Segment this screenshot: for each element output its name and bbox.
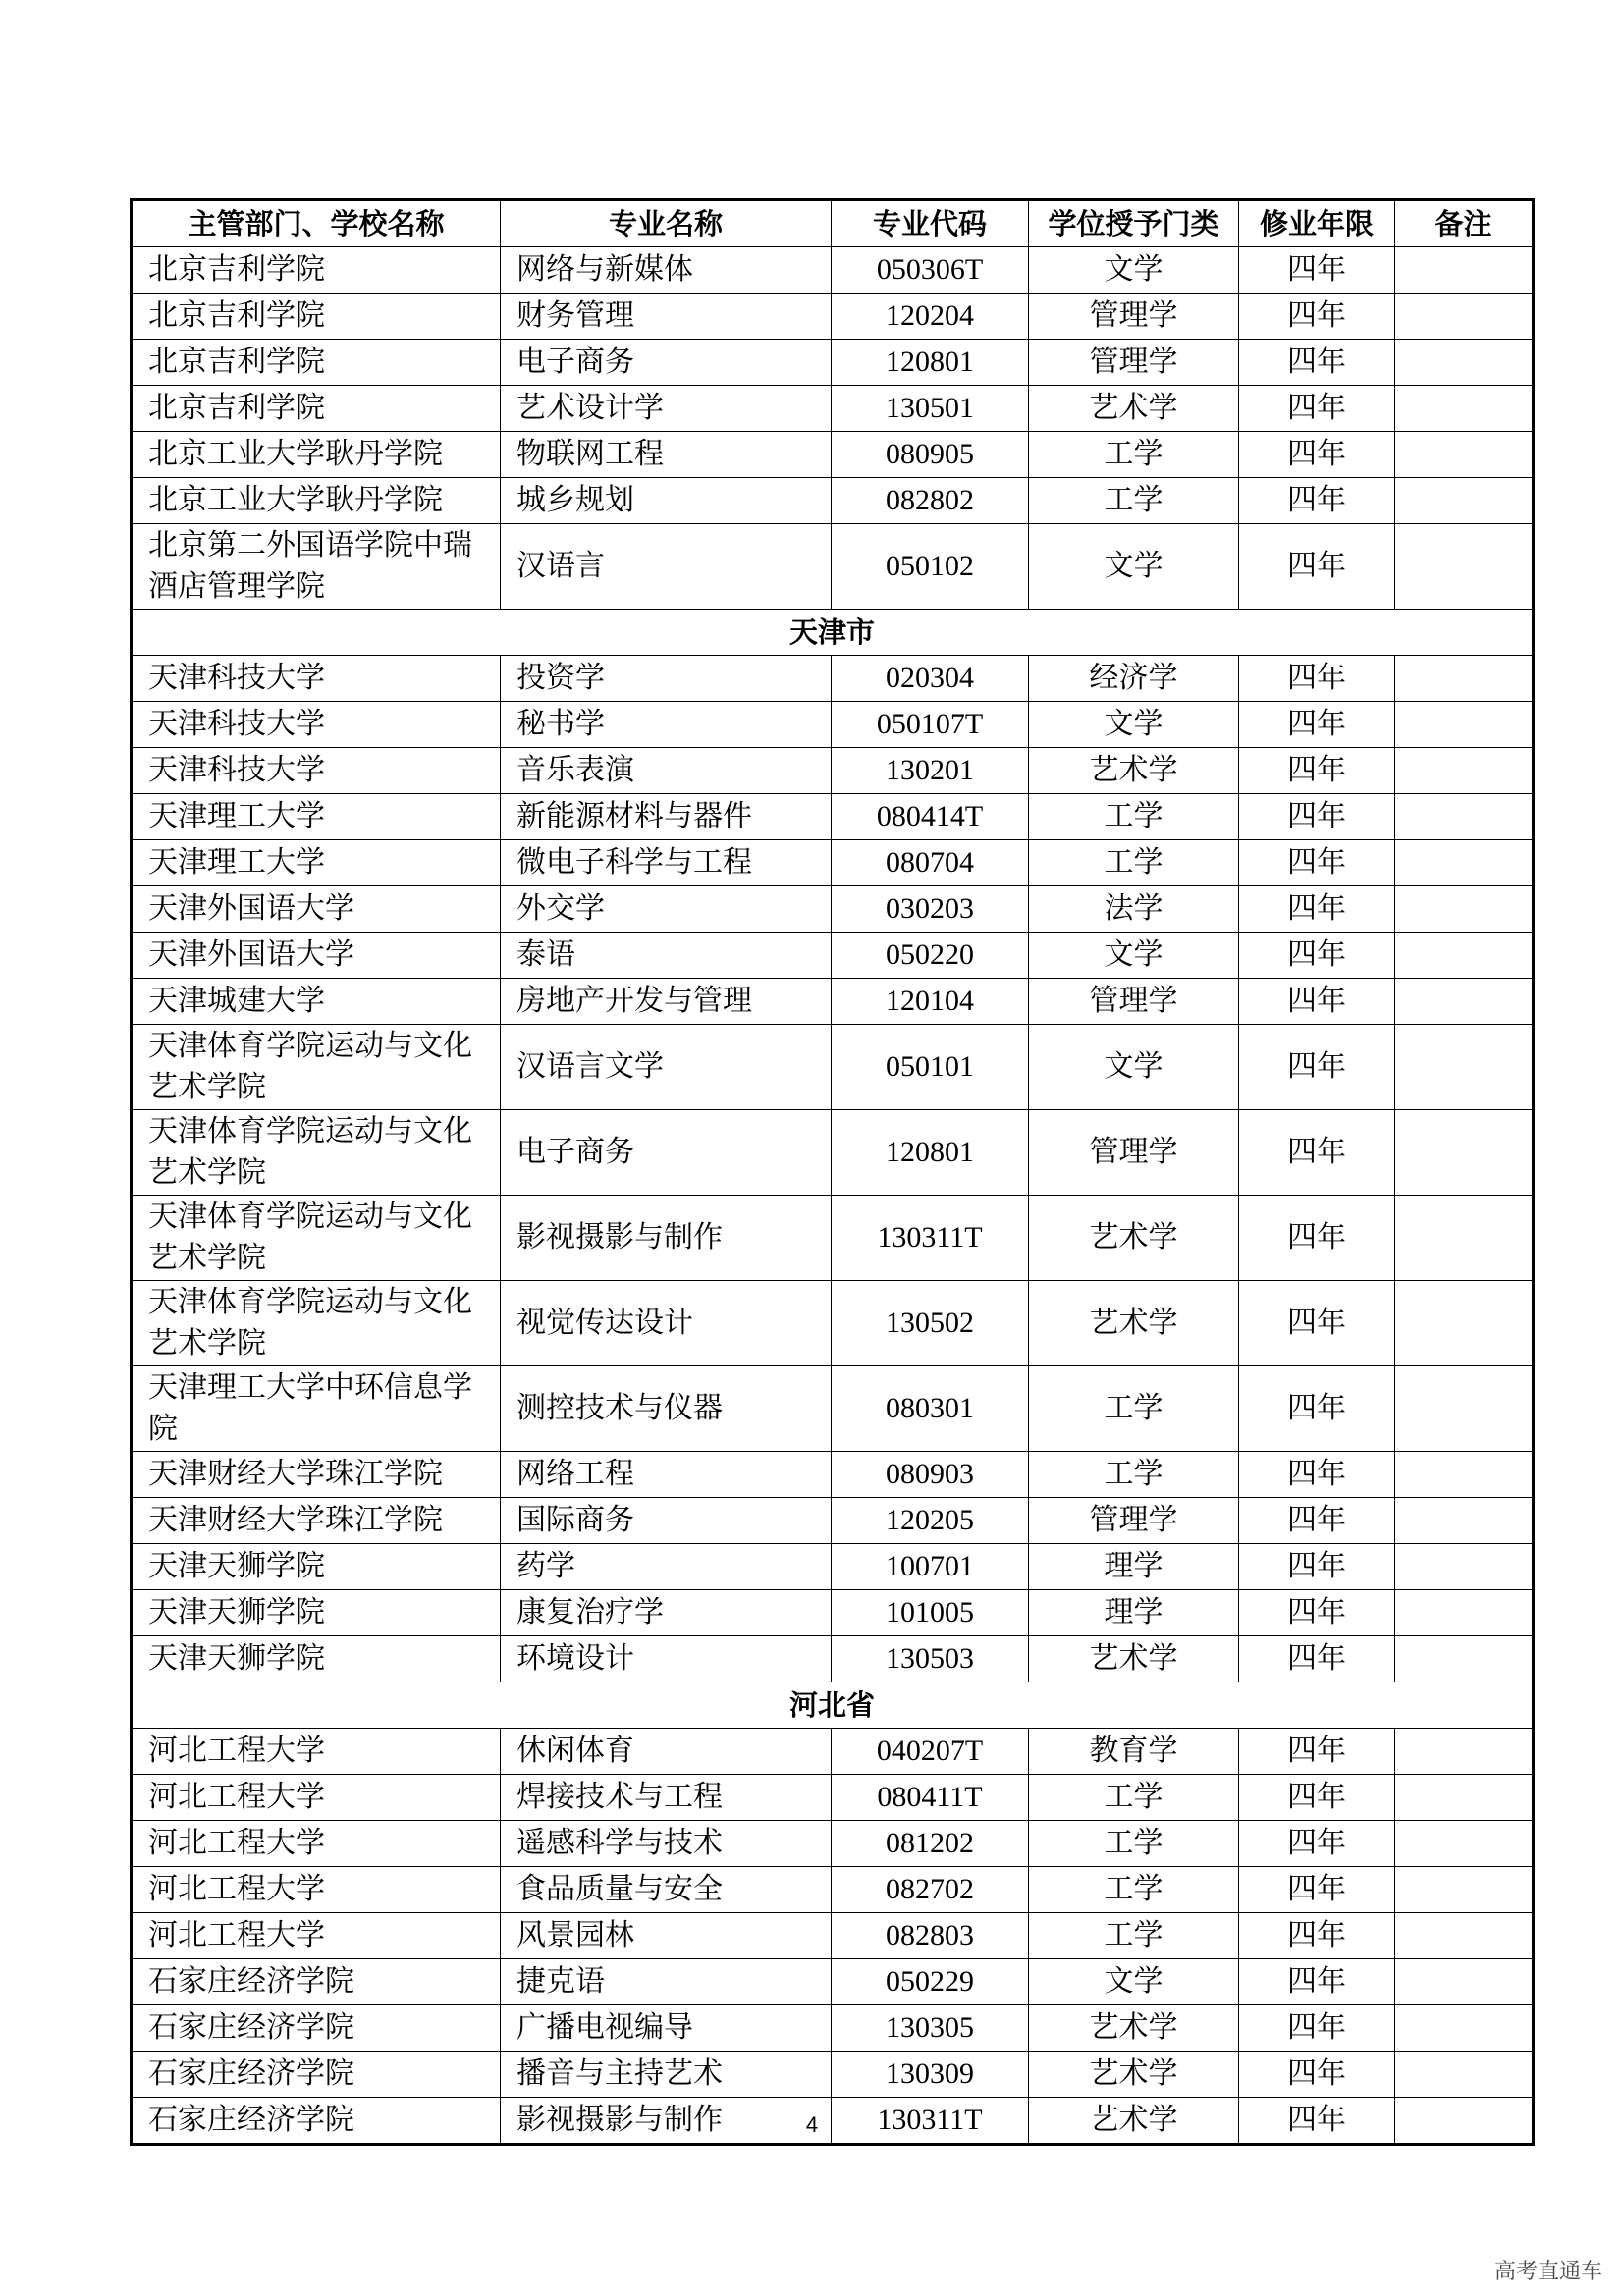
- code-cell: 050220: [832, 933, 1029, 979]
- degree-cell: 文学: [1029, 524, 1239, 610]
- school-cell: 河北工程大学: [132, 1821, 501, 1867]
- degree-cell: 工学: [1029, 1913, 1239, 1959]
- table-row: [132, 1196, 1534, 1281]
- major-cell: 休闲体育: [501, 1729, 832, 1775]
- code-cell: 081202: [832, 1821, 1029, 1867]
- note-cell: [1395, 1452, 1534, 1498]
- years-cell: 四年: [1239, 1729, 1395, 1775]
- table-row: [132, 1867, 1534, 1913]
- years-cell: 四年: [1239, 2052, 1395, 2098]
- years-cell: 四年: [1239, 702, 1395, 748]
- code-cell: 130311T: [832, 1196, 1029, 1281]
- section-row: [132, 1682, 1534, 1729]
- years-cell: 四年: [1239, 1025, 1395, 1110]
- table-row: [132, 1729, 1534, 1775]
- table-row: [132, 1821, 1534, 1867]
- major-cell: 电子商务: [501, 1110, 832, 1196]
- major-cell: 投资学: [501, 656, 832, 702]
- years-cell: 四年: [1239, 1281, 1395, 1366]
- code-cell: 130305: [832, 2005, 1029, 2052]
- code-cell: 080704: [832, 840, 1029, 886]
- years-cell: 四年: [1239, 656, 1395, 702]
- school-cell: 河北工程大学: [132, 1729, 501, 1775]
- code-cell: 030203: [832, 886, 1029, 933]
- table-row: [132, 702, 1534, 748]
- degree-cell: 经济学: [1029, 656, 1239, 702]
- code-cell: 120801: [832, 1110, 1029, 1196]
- school-cell: 北京工业大学耿丹学院: [132, 432, 501, 478]
- degree-cell: 艺术学: [1029, 1636, 1239, 1682]
- major-cell: 测控技术与仪器: [501, 1366, 832, 1452]
- degree-cell: 工学: [1029, 432, 1239, 478]
- school-cell: 天津外国语大学: [132, 933, 501, 979]
- note-cell: [1395, 1821, 1534, 1867]
- school-cell: 天津城建大学: [132, 979, 501, 1025]
- school-cell: 北京工业大学耿丹学院: [132, 478, 501, 524]
- code-cell: 080903: [832, 1452, 1029, 1498]
- page-number: 4: [805, 2112, 819, 2137]
- major-cell: 药学: [501, 1544, 832, 1590]
- code-cell: 050107T: [832, 702, 1029, 748]
- header-note: 备注: [1395, 200, 1534, 247]
- table-row: [132, 478, 1534, 524]
- school-cell: 天津科技大学: [132, 748, 501, 794]
- years-cell: 四年: [1239, 478, 1395, 524]
- code-cell: 100701: [832, 1544, 1029, 1590]
- school-cell: 天津体育学院运动与文化艺术学院: [132, 1196, 501, 1281]
- years-cell: 四年: [1239, 886, 1395, 933]
- note-cell: [1395, 524, 1534, 610]
- code-cell: 080411T: [832, 1775, 1029, 1821]
- note-cell: [1395, 1959, 1534, 2005]
- note-cell: [1395, 1196, 1534, 1281]
- note-cell: [1395, 340, 1534, 386]
- school-cell: 河北工程大学: [132, 1867, 501, 1913]
- table-row: [132, 432, 1534, 478]
- degree-cell: 文学: [1029, 247, 1239, 294]
- years-cell: 四年: [1239, 794, 1395, 840]
- degree-cell: 教育学: [1029, 1729, 1239, 1775]
- header-code: 专业代码: [832, 200, 1029, 247]
- code-cell: 130311T: [832, 2098, 1029, 2145]
- years-cell: 四年: [1239, 247, 1395, 294]
- school-cell: 天津外国语大学: [132, 886, 501, 933]
- degree-cell: 艺术学: [1029, 2005, 1239, 2052]
- code-cell: 050101: [832, 1025, 1029, 1110]
- major-cell: 影视摄影与制作: [501, 2098, 832, 2145]
- school-cell: 石家庄经济学院: [132, 2005, 501, 2052]
- degree-cell: 艺术学: [1029, 748, 1239, 794]
- table-row: [132, 933, 1534, 979]
- table-row: [132, 2052, 1534, 2098]
- code-cell: 082803: [832, 1913, 1029, 1959]
- table-header: [132, 200, 1534, 247]
- major-cell: 焊接技术与工程: [501, 1775, 832, 1821]
- degree-cell: 工学: [1029, 794, 1239, 840]
- table-row: [132, 1544, 1534, 1590]
- table-row: [132, 247, 1534, 294]
- degree-cell: 艺术学: [1029, 1281, 1239, 1366]
- degree-cell: 管理学: [1029, 1498, 1239, 1544]
- major-cell: 泰语: [501, 933, 832, 979]
- years-cell: 四年: [1239, 979, 1395, 1025]
- note-cell: [1395, 2005, 1534, 2052]
- header-years: 修业年限: [1239, 200, 1395, 247]
- years-cell: 四年: [1239, 1636, 1395, 1682]
- code-cell: 120204: [832, 294, 1029, 340]
- note-cell: [1395, 1110, 1534, 1196]
- code-cell: 130309: [832, 2052, 1029, 2098]
- note-cell: [1395, 886, 1534, 933]
- note-cell: [1395, 478, 1534, 524]
- note-cell: [1395, 1366, 1534, 1452]
- table-row: [132, 294, 1534, 340]
- note-cell: [1395, 1729, 1534, 1775]
- table-row: [132, 1913, 1534, 1959]
- degree-cell: 工学: [1029, 1775, 1239, 1821]
- years-cell: 四年: [1239, 1452, 1395, 1498]
- note-cell: [1395, 1498, 1534, 1544]
- degree-cell: 工学: [1029, 1867, 1239, 1913]
- code-cell: 050229: [832, 1959, 1029, 2005]
- table-row: [132, 340, 1534, 386]
- code-cell: 040207T: [832, 1729, 1029, 1775]
- major-cell: 国际商务: [501, 1498, 832, 1544]
- school-cell: 天津体育学院运动与文化艺术学院: [132, 1281, 501, 1366]
- years-cell: 四年: [1239, 748, 1395, 794]
- table-row: [132, 1775, 1534, 1821]
- years-cell: 四年: [1239, 1544, 1395, 1590]
- major-list-table: [130, 198, 1535, 2146]
- table-row: [132, 656, 1534, 702]
- note-cell: [1395, 979, 1534, 1025]
- code-cell: 130501: [832, 386, 1029, 432]
- years-cell: 四年: [1239, 294, 1395, 340]
- code-cell: 130201: [832, 748, 1029, 794]
- note-cell: [1395, 1775, 1534, 1821]
- degree-cell: 工学: [1029, 1366, 1239, 1452]
- major-cell: 播音与主持艺术: [501, 2052, 832, 2098]
- note-cell: [1395, 1913, 1534, 1959]
- table-body: [132, 247, 1534, 2145]
- table-row: [132, 1636, 1534, 1682]
- code-cell: 120801: [832, 340, 1029, 386]
- years-cell: 四年: [1239, 1196, 1395, 1281]
- major-cell: 物联网工程: [501, 432, 832, 478]
- years-cell: 四年: [1239, 933, 1395, 979]
- note-cell: [1395, 1544, 1534, 1590]
- school-cell: 天津天狮学院: [132, 1636, 501, 1682]
- school-cell: 天津财经大学珠江学院: [132, 1452, 501, 1498]
- school-cell: 天津天狮学院: [132, 1590, 501, 1636]
- degree-cell: 文学: [1029, 702, 1239, 748]
- school-cell: 石家庄经济学院: [132, 2098, 501, 2145]
- code-cell: 120104: [832, 979, 1029, 1025]
- school-cell: 天津科技大学: [132, 702, 501, 748]
- years-cell: 四年: [1239, 1366, 1395, 1452]
- major-cell: 艺术设计学: [501, 386, 832, 432]
- note-cell: [1395, 2052, 1534, 2098]
- degree-cell: 艺术学: [1029, 386, 1239, 432]
- years-cell: 四年: [1239, 1775, 1395, 1821]
- note-cell: [1395, 1590, 1534, 1636]
- school-cell: 石家庄经济学院: [132, 1959, 501, 2005]
- major-cell: 网络与新媒体: [501, 247, 832, 294]
- degree-cell: 管理学: [1029, 979, 1239, 1025]
- school-cell: 河北工程大学: [132, 1913, 501, 1959]
- major-cell: 视觉传达设计: [501, 1281, 832, 1366]
- school-cell: 北京吉利学院: [132, 247, 501, 294]
- table-row: [132, 794, 1534, 840]
- table-row: [132, 748, 1534, 794]
- code-cell: 050102: [832, 524, 1029, 610]
- school-cell: 石家庄经济学院: [132, 2052, 501, 2098]
- table-row: [132, 1959, 1534, 2005]
- note-cell: [1395, 1636, 1534, 1682]
- major-cell: 捷克语: [501, 1959, 832, 2005]
- school-cell: 北京吉利学院: [132, 294, 501, 340]
- table-row: [132, 1110, 1534, 1196]
- school-cell: 北京第二外国语学院中瑞酒店管理学院: [132, 524, 501, 610]
- major-cell: 电子商务: [501, 340, 832, 386]
- major-cell: 城乡规划: [501, 478, 832, 524]
- major-cell: 环境设计: [501, 1636, 832, 1682]
- major-cell: 风景园林: [501, 1913, 832, 1959]
- years-cell: 四年: [1239, 1867, 1395, 1913]
- note-cell: [1395, 702, 1534, 748]
- major-cell: 微电子科学与工程: [501, 840, 832, 886]
- school-cell: 天津科技大学: [132, 656, 501, 702]
- degree-cell: 管理学: [1029, 294, 1239, 340]
- code-cell: 080414T: [832, 794, 1029, 840]
- section-title: 天津市: [132, 610, 1534, 656]
- major-cell: 房地产开发与管理: [501, 979, 832, 1025]
- degree-cell: 文学: [1029, 1959, 1239, 2005]
- header-degree: 学位授予门类: [1029, 200, 1239, 247]
- note-cell: [1395, 432, 1534, 478]
- code-cell: 080905: [832, 432, 1029, 478]
- major-cell: 汉语言文学: [501, 1025, 832, 1110]
- years-cell: 四年: [1239, 1913, 1395, 1959]
- degree-cell: 文学: [1029, 1025, 1239, 1110]
- major-cell: 外交学: [501, 886, 832, 933]
- table-row: [132, 524, 1534, 610]
- note-cell: [1395, 294, 1534, 340]
- table-row: [132, 2005, 1534, 2052]
- school-cell: 天津财经大学珠江学院: [132, 1498, 501, 1544]
- years-cell: 四年: [1239, 1498, 1395, 1544]
- table-row: [132, 840, 1534, 886]
- school-cell: 北京吉利学院: [132, 340, 501, 386]
- degree-cell: 工学: [1029, 1821, 1239, 1867]
- note-cell: [1395, 656, 1534, 702]
- major-cell: 影视摄影与制作: [501, 1196, 832, 1281]
- degree-cell: 艺术学: [1029, 1196, 1239, 1281]
- major-cell: 财务管理: [501, 294, 832, 340]
- note-cell: [1395, 1025, 1534, 1110]
- code-cell: 120205: [832, 1498, 1029, 1544]
- table-row: [132, 1281, 1534, 1366]
- major-cell: 汉语言: [501, 524, 832, 610]
- table-row: [132, 1498, 1534, 1544]
- years-cell: 四年: [1239, 840, 1395, 886]
- note-cell: [1395, 1867, 1534, 1913]
- code-cell: 080301: [832, 1366, 1029, 1452]
- header-row: [132, 200, 1534, 247]
- table-row: [132, 1366, 1534, 1452]
- years-cell: 四年: [1239, 432, 1395, 478]
- note-cell: [1395, 1281, 1534, 1366]
- years-cell: 四年: [1239, 1821, 1395, 1867]
- years-cell: 四年: [1239, 1590, 1395, 1636]
- years-cell: 四年: [1239, 1959, 1395, 2005]
- code-cell: 082802: [832, 478, 1029, 524]
- table-row: [132, 1452, 1534, 1498]
- degree-cell: 管理学: [1029, 1110, 1239, 1196]
- major-cell: 广播电视编导: [501, 2005, 832, 2052]
- code-cell: 130502: [832, 1281, 1029, 1366]
- note-cell: [1395, 794, 1534, 840]
- degree-cell: 理学: [1029, 1544, 1239, 1590]
- note-cell: [1395, 840, 1534, 886]
- school-cell: 天津理工大学中环信息学院: [132, 1366, 501, 1452]
- code-cell: 050306T: [832, 247, 1029, 294]
- degree-cell: 法学: [1029, 886, 1239, 933]
- note-cell: [1395, 386, 1534, 432]
- code-cell: 130503: [832, 1636, 1029, 1682]
- note-cell: [1395, 933, 1534, 979]
- school-cell: 天津体育学院运动与文化艺术学院: [132, 1025, 501, 1110]
- major-cell: 遥感科学与技术: [501, 1821, 832, 1867]
- header-school: 主管部门、学校名称: [132, 200, 501, 247]
- degree-cell: 工学: [1029, 478, 1239, 524]
- years-cell: 四年: [1239, 340, 1395, 386]
- section-row: [132, 610, 1534, 656]
- degree-cell: 理学: [1029, 1590, 1239, 1636]
- school-cell: 北京吉利学院: [132, 386, 501, 432]
- table-row: [132, 886, 1534, 933]
- degree-cell: 工学: [1029, 1452, 1239, 1498]
- school-cell: 天津体育学院运动与文化艺术学院: [132, 1110, 501, 1196]
- watermark-text: 高考直通车: [1493, 2260, 1602, 2284]
- school-cell: 河北工程大学: [132, 1775, 501, 1821]
- note-cell: [1395, 247, 1534, 294]
- major-cell: 音乐表演: [501, 748, 832, 794]
- table-row: [132, 386, 1534, 432]
- major-cell: 食品质量与安全: [501, 1867, 832, 1913]
- section-title: 河北省: [132, 1682, 1534, 1729]
- table-row: [132, 1025, 1534, 1110]
- school-cell: 天津天狮学院: [132, 1544, 501, 1590]
- degree-cell: 管理学: [1029, 340, 1239, 386]
- code-cell: 082702: [832, 1867, 1029, 1913]
- major-cell: 秘书学: [501, 702, 832, 748]
- degree-cell: 艺术学: [1029, 2052, 1239, 2098]
- years-cell: 四年: [1239, 2005, 1395, 2052]
- years-cell: 四年: [1239, 2098, 1395, 2145]
- header-major: 专业名称: [501, 200, 832, 247]
- table-row: [132, 979, 1534, 1025]
- major-cell: 康复治疗学: [501, 1590, 832, 1636]
- years-cell: 四年: [1239, 1110, 1395, 1196]
- school-cell: 天津理工大学: [132, 840, 501, 886]
- degree-cell: 工学: [1029, 840, 1239, 886]
- code-cell: 101005: [832, 1590, 1029, 1636]
- note-cell: [1395, 748, 1534, 794]
- major-cell: 网络工程: [501, 1452, 832, 1498]
- code-cell: 020304: [832, 656, 1029, 702]
- degree-cell: 艺术学: [1029, 2098, 1239, 2145]
- school-cell: 天津理工大学: [132, 794, 501, 840]
- major-cell: 新能源材料与器件: [501, 794, 832, 840]
- degree-cell: 文学: [1029, 933, 1239, 979]
- years-cell: 四年: [1239, 386, 1395, 432]
- years-cell: 四年: [1239, 524, 1395, 610]
- table-row: [132, 1590, 1534, 1636]
